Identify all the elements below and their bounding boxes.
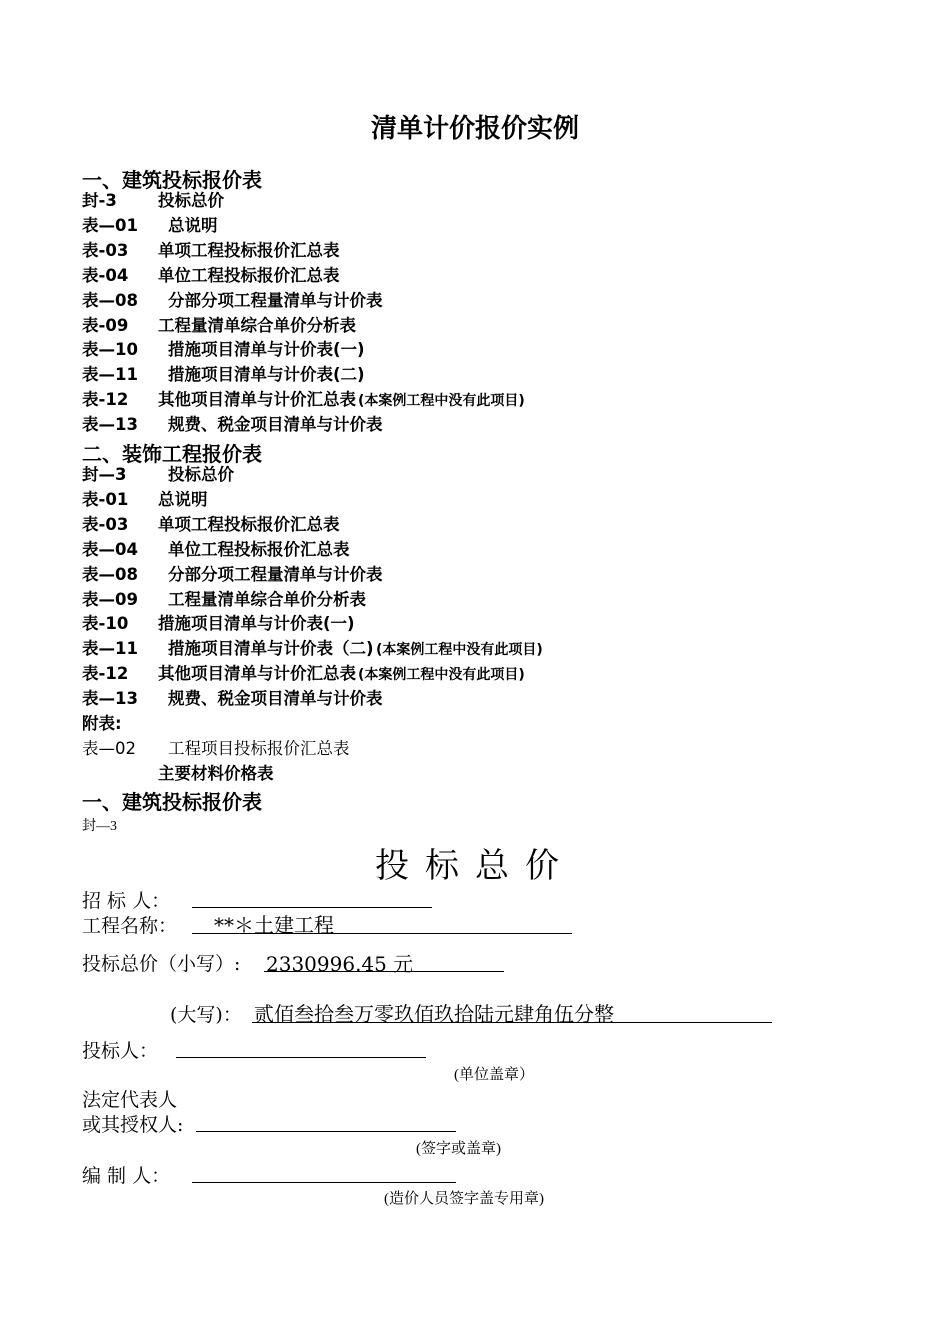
compiler-note: (造价人员签字盖专用章) [384,1191,544,1207]
row-code: 表-03 [82,240,129,260]
bidder-note: (单位盖章） [454,1067,534,1083]
row-code: 表—13 [82,415,138,435]
row-code: 封-3 [82,191,117,210]
compiler-label: 编 制 人： [82,1165,171,1187]
row-name: 分部分项工程量清单与计价表 [168,290,383,310]
row-code: 表—09 [82,589,138,609]
row-code: 表-12 [82,390,129,410]
total-small-label: 投标总价（小写）: [82,953,241,975]
row-code: 表-04 [82,265,129,285]
row-name: 分部分项工程量清单与计价表 [168,564,383,584]
row-name: 措施项目清单与计价表(二) [168,365,365,385]
page-title: 清单计价报价实例 [370,114,579,144]
row-name: 措施项目清单与计价表(一) [168,340,365,360]
row-note: (本案例工程中没有此项目) [358,667,525,684]
row-name: 投标总价 [158,191,224,210]
row-code: 表—02 [82,739,136,758]
row-name: 工程量清单综合单价分析表 [158,315,356,335]
row-code: 封—3 [82,465,127,484]
section-2-heading: 二、装饰工程报价表 [82,442,262,466]
legal-note: (签字或盖章) [416,1141,501,1157]
compiler-line [192,1182,456,1183]
row-code: 表-03 [82,514,129,534]
row-code: 表—08 [82,290,138,310]
row-name: 措施项目清单与计价表（二) [168,639,374,659]
row-code: 表—11 [82,639,138,659]
total-small-value: 2330996.45 元 [266,952,414,976]
row-name: 投标总价 [168,465,234,484]
row-code: 表-10 [82,614,129,634]
row-name: 工程项目投标报价汇总表 [168,739,350,758]
row-name: 措施项目清单与计价表(一) [158,614,355,634]
row-name: 单位工程投标报价汇总表 [168,539,350,559]
row-code: 表—11 [82,365,138,385]
total-big-line [252,1022,772,1023]
cover-code: 封—3 [82,819,117,834]
row-name: 规费、税金项目清单与计价表 [168,415,383,435]
cover-title: 投标总价 [375,846,575,886]
tenderer-label: 招 标 人： [82,890,171,912]
row-note: (本案例工程中没有此项目) [358,393,525,410]
row-name: 其他项目清单与计价汇总表 [158,390,356,410]
appendix-label: 附表: [82,714,122,733]
bidder-line [176,1057,426,1058]
row-note: (本案例工程中没有此项目) [376,642,543,659]
row-code: 表-01 [82,489,129,509]
section-1-heading: 一、建筑投标报价表 [82,168,262,192]
row-code: 表-09 [82,315,129,335]
project-line [192,933,572,934]
row-code: 表—01 [82,215,138,235]
row-name: 单项工程投标报价汇总表 [158,514,340,534]
bidder-label: 投标人： [82,1040,159,1062]
legal-label-2: 或其授权人: [82,1114,184,1136]
project-value: **＊土建工程 [214,913,334,937]
tenderer-line [192,907,432,908]
row-name: 总说明 [168,215,218,235]
legal-line [196,1131,456,1132]
row-name: 总说明 [158,489,208,509]
total-big-value: 贰佰叁拾叁万零玖佰玖拾陆元肆角伍分整 [254,1002,614,1026]
legal-label-1: 法定代表人 [82,1089,178,1111]
row-code: 表—13 [82,689,138,709]
row-code: 表—04 [82,539,138,559]
row-code: 表—10 [82,340,138,360]
row-name: 单项工程投标报价汇总表 [158,240,340,260]
row-name: 主要材料价格表 [158,764,274,783]
total-small-line [264,971,504,972]
total-big-label: (大写)： [170,1004,242,1026]
row-name: 其他项目清单与计价汇总表 [158,664,356,684]
row-code: 表-12 [82,664,129,684]
row-code: 表—08 [82,564,138,584]
row-name: 规费、税金项目清单与计价表 [168,689,383,709]
section-3-heading: 一、建筑投标报价表 [82,790,262,814]
project-label: 工程名称： [82,915,178,937]
row-name: 单位工程投标报价汇总表 [158,265,340,285]
row-name: 工程量清单综合单价分析表 [168,589,366,609]
